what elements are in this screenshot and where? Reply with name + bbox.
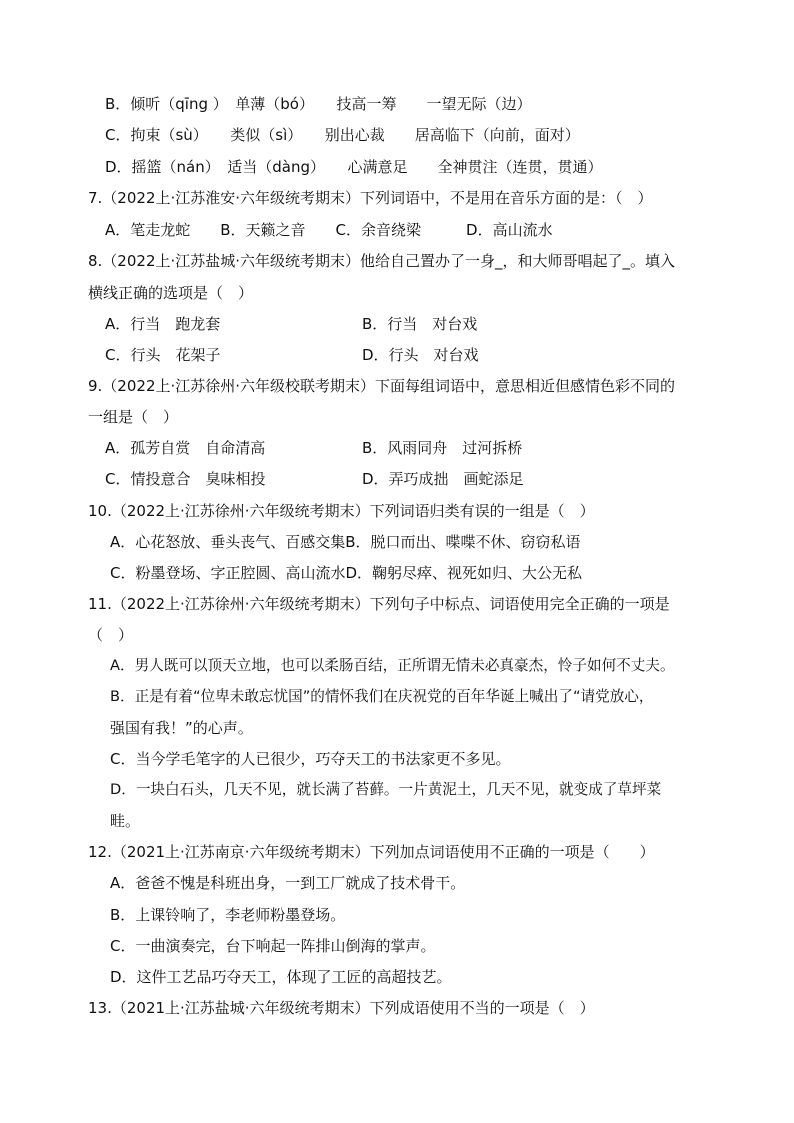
q8-option-c: C．行头 花架子: [105, 346, 221, 364]
q8-stem-cont: 横线正确的选项是（ ）: [88, 284, 254, 302]
q6-option-b: B．倾听（qīng ） 单薄（bó） 技高一筹 一望无际（边）: [105, 95, 532, 113]
q10-options-ab: A．心花怒放、垂头丧气、百感交集B．脱口而出、喋喋不休、窃窃私语: [110, 533, 581, 551]
q9-option-a: A．孤芳自赏 自命清高: [105, 439, 266, 457]
q6-option-c: C．拘束（sù） 类似（sì） 别出心裁 居高临下（向前，面对）: [105, 126, 580, 144]
q11-option-b-cont: 强国有我！”的心声。: [110, 719, 253, 737]
q7-options: A．笔走龙蛇 B．天籁之音 C．余音绕梁 D．高山流水: [105, 221, 553, 239]
q11-stem: 11.（2022上·江苏徐州·六年级统考期末）下列句子中标点、词语使用完全正确的一项是: [88, 595, 670, 613]
q12-option-d: D．这件工艺品巧夺天工，体现了工匠的高超技艺。: [110, 968, 452, 986]
q8-option-b: B．行当 对台戏: [362, 315, 478, 333]
q12-option-a: A．爸爸不愧是科班出身，一到工厂就成了技术骨干。: [110, 874, 466, 892]
q6-option-d: D．摇篮（nán） 适当（dàng） 心满意足 全神贯注（连贯，贯通）: [105, 158, 603, 176]
q8-option-d: D．行头 对台戏: [362, 346, 479, 364]
q9-option-c: C．情投意合 臭味相投: [105, 470, 266, 488]
q13-stem: 13.（2021上·江苏盐城·六年级统考期末）下列成语使用不当的一项是（ ）: [88, 999, 595, 1017]
q8-stem: 8.（2022上·江苏盐城·六年级统考期末）他给自己置办了一身_，和大师哥唱起了_。填入: [88, 252, 676, 270]
q11-option-a: A．男人既可以顶天立地，也可以柔肠百结，正所谓无情未必真豪杰，怜子如何不丈夫。: [110, 657, 675, 674]
q7-stem: 7.（2022上·江苏淮安·六年级统考期末）下列词语中，不是用在音乐方面的是：（ ）: [88, 189, 653, 207]
q10-stem: 10.（2022上·江苏徐州·六年级统考期末）下列词语归类有误的一组是（ ）: [88, 502, 595, 520]
q12-option-c: C．一曲演奏完，台下响起一阵排山倒海的掌声。: [110, 937, 436, 955]
q9-option-d: D．弄巧成拙 画蛇添足: [362, 470, 524, 488]
q12-stem: 12.（2021上·江苏南京·六年级统考期末）下列加点词语使用不正确的一项是（ ）: [88, 843, 655, 861]
q11-option-d-cont: 畦。: [110, 812, 141, 830]
q12-option-b: B．上课铃响了，李老师粉墨登场。: [110, 906, 346, 924]
q10-options-cd: C．粉墨登场、字正腔圆、高山流水D．鞠躬尽瘁、视死如归、大公无私: [110, 564, 583, 582]
q11-option-d: D．一块白石头，几天不见，就长满了苔藓。一片黄泥土，几天不见，就变成了草坪菜: [110, 781, 662, 798]
q9-option-b: B．风雨同舟 过河拆桥: [362, 439, 523, 457]
q11-stem-cont: （ ）: [88, 626, 134, 644]
q8-option-a: A．行当 跑龙套: [105, 315, 221, 333]
q11-option-b: B．正是有着“位卑未敢忘忧国”的情怀我们在庆祝党的百年华诞上喊出了“请党放心，: [110, 688, 654, 705]
q11-option-c: C．当今学毛笔字的人已很少，巧夺天工的书法家更不多见。: [110, 750, 511, 768]
q9-stem-cont: 一组是（ ）: [88, 408, 179, 426]
q9-stem: 9.（2022上·江苏徐州·六年级校联考期末）下面每组词语中，意思相近但感情色彩不同的: [88, 377, 676, 395]
